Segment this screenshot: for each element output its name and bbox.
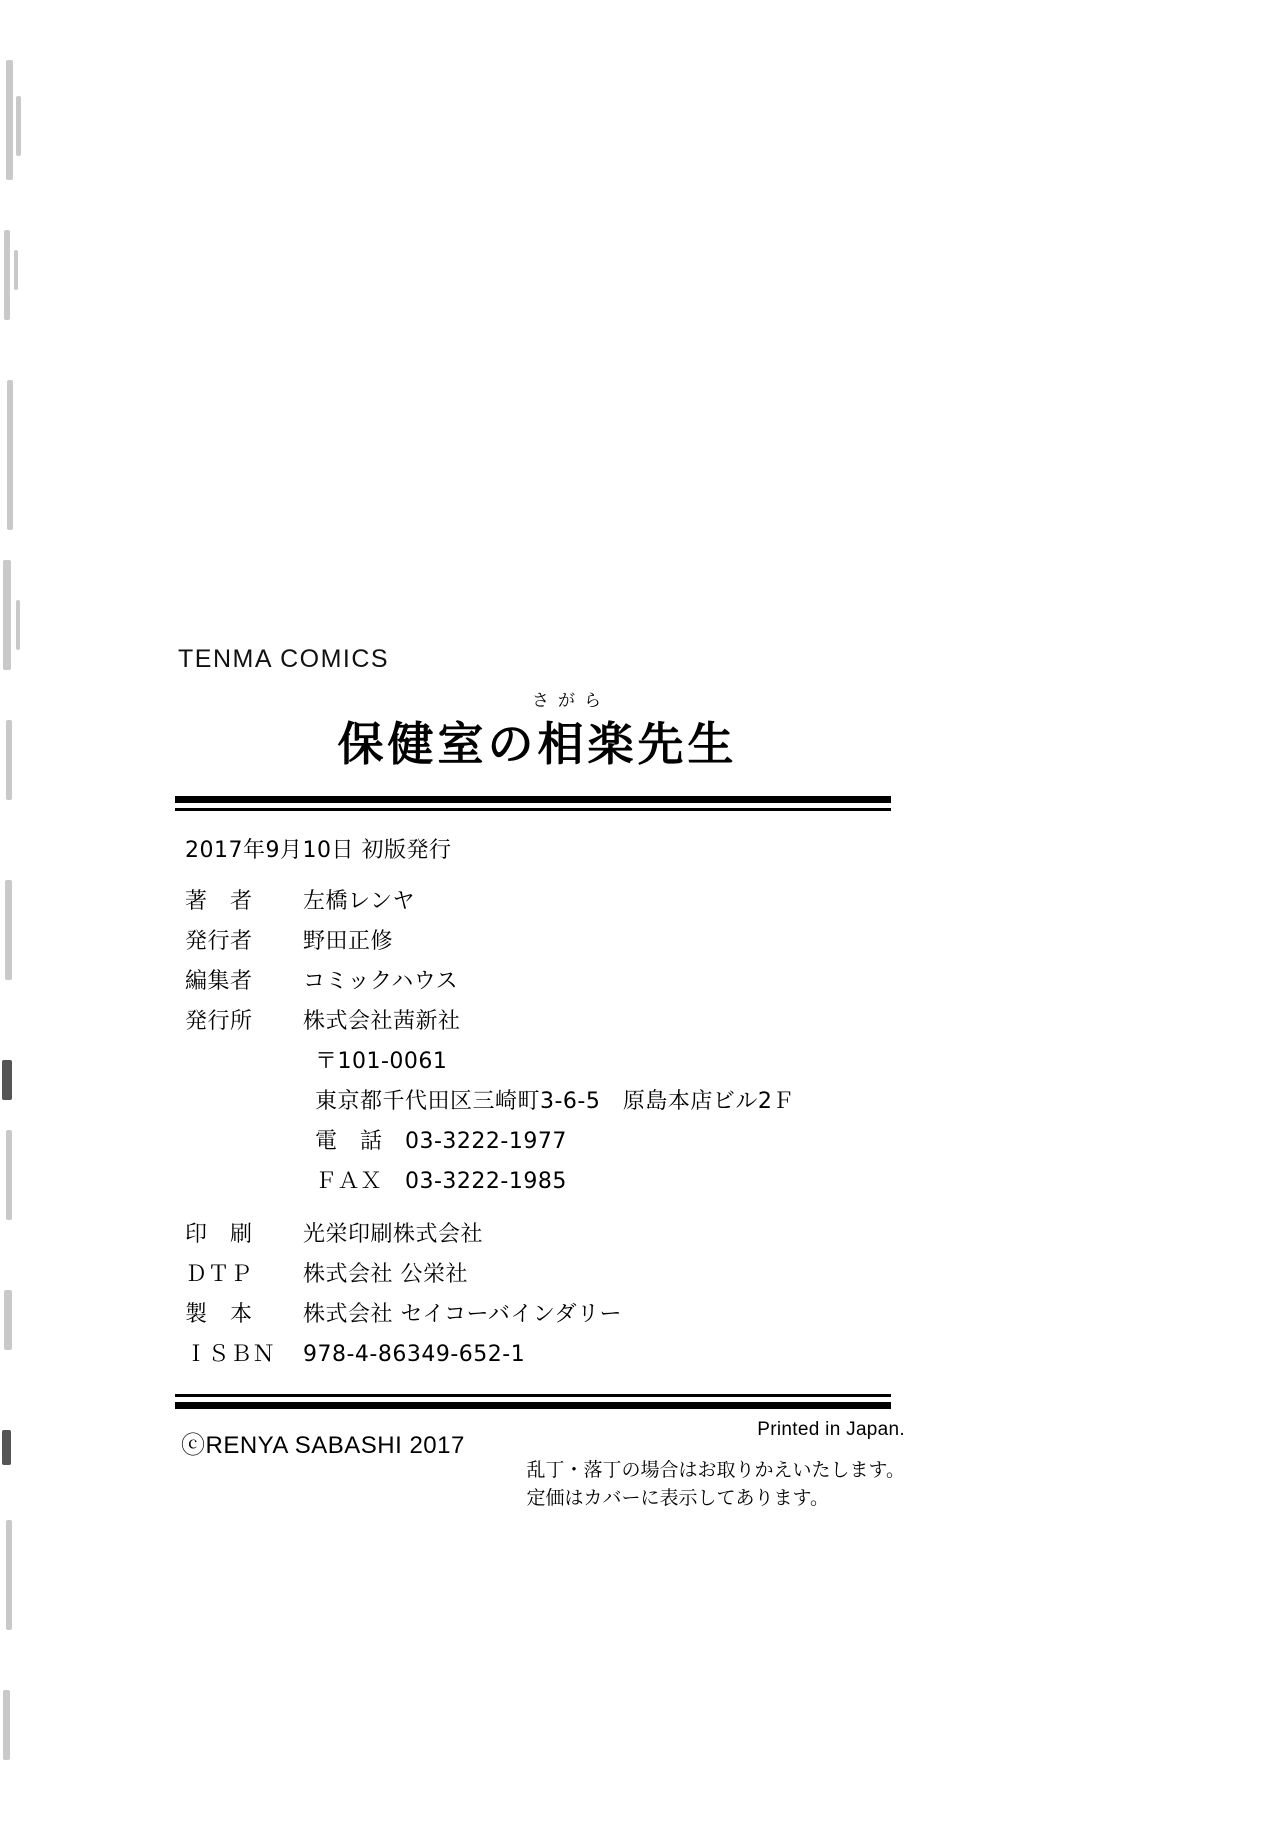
production-label: 印 刷 [185, 1222, 253, 1247]
divider-top [175, 796, 891, 811]
postal-code: 〒101-0061 [315, 1049, 448, 1074]
production-row [175, 1217, 905, 1248]
production-list [175, 1217, 905, 1368]
imprint-label: TENMA COMICS [178, 645, 390, 673]
production-row [175, 1257, 905, 1288]
credit-row [175, 924, 905, 955]
production-value: 株式会社 セイコーバインダリー [303, 1302, 622, 1327]
colophon-block [175, 645, 905, 1539]
title-furigana: さがら [532, 691, 610, 711]
credit-label: 著 者 [185, 889, 253, 914]
credit-label: 編集者 [185, 969, 253, 994]
publication-date: 2017年9月10日 初版発行 [185, 838, 452, 863]
isbn-label: ＩＳＢＮ [185, 1342, 276, 1367]
telephone: 電 話 03-3222-1977 [315, 1129, 567, 1154]
production-value: 光栄印刷株式会社 [303, 1222, 484, 1247]
credit-row [175, 1004, 905, 1035]
page-title: 保健室の相楽先生 [337, 717, 738, 771]
credit-label: 発行者 [185, 929, 253, 954]
production-value: 株式会社 公栄社 [303, 1262, 468, 1287]
fax: ＦＡＸ 03-3222-1985 [315, 1169, 567, 1194]
credit-value: 野田正修 [303, 929, 394, 954]
divider-bottom [175, 1394, 891, 1409]
copyright-notice: ⓒRENYA SABASHI 2017 [181, 1432, 465, 1459]
printed-in-japan: Printed in Japan. [757, 1419, 905, 1440]
note-line: 定価はカバーに表示してあります。 [526, 1486, 829, 1509]
production-label: ＤＴＰ [185, 1262, 253, 1287]
production-row [175, 1297, 905, 1328]
credit-value: コミックハウス [303, 969, 459, 994]
credits-list [175, 884, 905, 1368]
title-block [175, 692, 905, 774]
scan-edge-artifacts [0, 0, 34, 1846]
isbn-row [175, 1337, 905, 1368]
credit-row [175, 964, 905, 995]
colophon-footer [175, 1419, 905, 1539]
credit-value: 左橋レンヤ [303, 889, 415, 914]
credit-label: 発行所 [185, 1009, 253, 1034]
street-address: 東京都千代田区三崎町3-6-5 原島本店ビル2Ｆ [315, 1089, 795, 1114]
isbn-value: 978-4-86349-652-1 [303, 1342, 526, 1367]
note-line: 乱丁・落丁の場合はお取りかえいたします。 [526, 1459, 905, 1481]
production-label: 製 本 [185, 1302, 253, 1327]
publisher-notes [527, 1457, 905, 1512]
credit-value: 株式会社茜新社 [303, 1009, 461, 1034]
credit-row [175, 884, 905, 915]
